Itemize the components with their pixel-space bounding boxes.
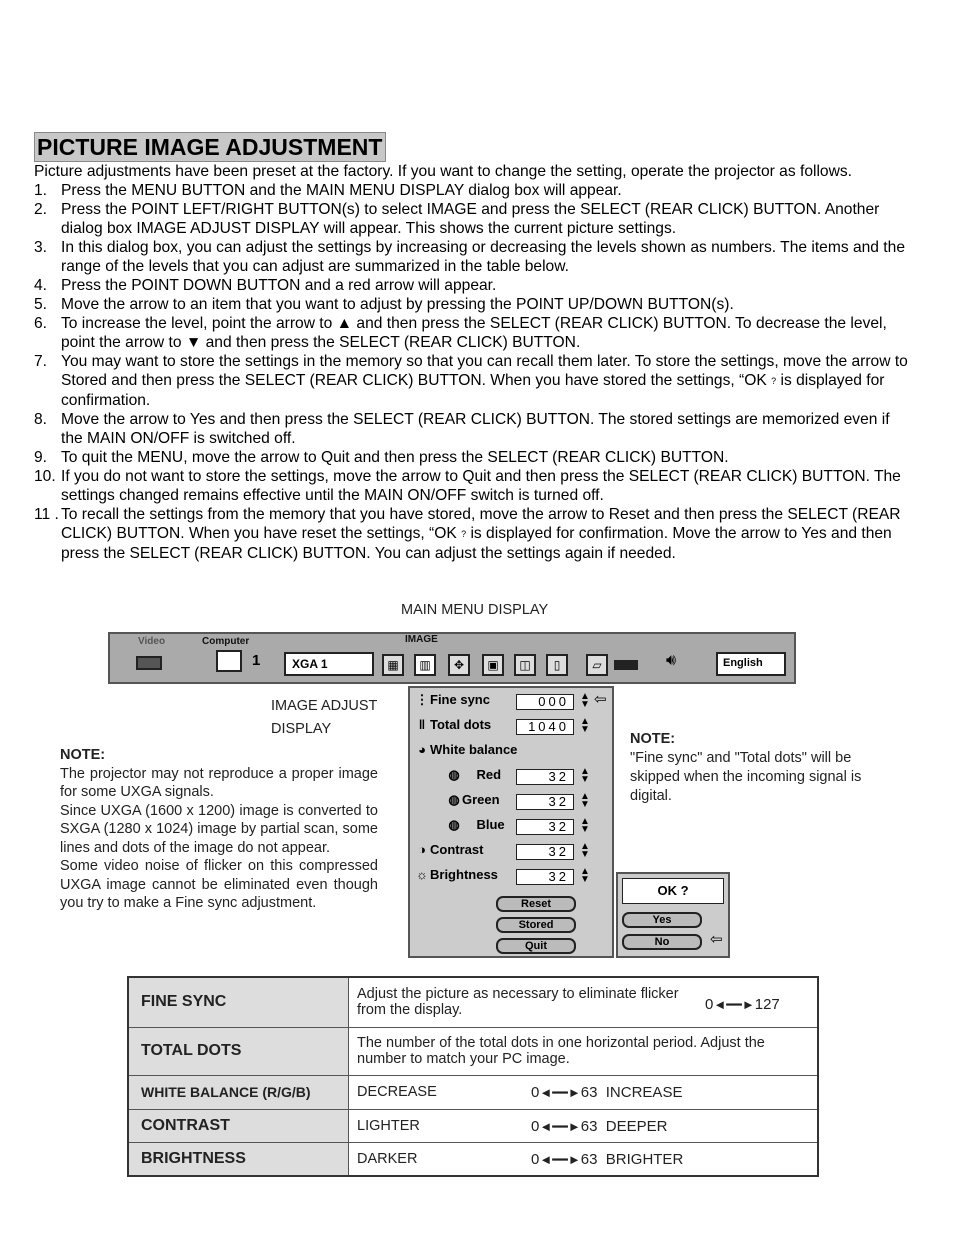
- brightness-row[interactable]: ☼ Brightness: [414, 867, 498, 889]
- updown-arrow-icon[interactable]: ▲ ▼: [580, 866, 590, 885]
- image-adjust-panel: [408, 686, 614, 958]
- monitor-icon: [216, 650, 242, 672]
- intro-paragraph: Picture adjustments have been preset at the factory. If you want to change the setting, operate the projector as follows.: [34, 163, 852, 180]
- updown-arrow-icon[interactable]: ▲ ▼: [580, 816, 590, 835]
- fine-sync-value: 000: [516, 694, 574, 710]
- input-number: 1: [252, 652, 261, 669]
- step-item: 9. To quit the MENU, move the arrow to Quit and then press the SELECT (REAR CLICK) BUTTON.: [34, 449, 729, 466]
- step-item: 10. If you do not want to store the settings, move the arrow to Quit and then press the SELECT (REAR CLICK) BUTTON. The settings changed remains effective until the MAIN ON/OFF switch is turned off.: [34, 468, 901, 504]
- yes-button[interactable]: Yes: [622, 912, 702, 928]
- blue-row[interactable]: ◍ Blue: [446, 817, 505, 839]
- double-arrow-icon: ◄━━►: [539, 1118, 581, 1134]
- total-dots-icon: ‖: [418, 717, 426, 732]
- row-desc: Adjust the picture as necessary to eliminate flicker from the display. 0◄━━►127: [349, 977, 819, 1027]
- window-icon[interactable]: ◫: [514, 654, 536, 676]
- row-desc: DECREASE 0◄━━►63 INCREASE: [349, 1075, 819, 1109]
- image-adjust-caption: IMAGE ADJUST: [271, 698, 378, 714]
- updown-arrow-icon[interactable]: ▲ ▼: [580, 791, 590, 810]
- step-item: 2. Press the POINT LEFT/RIGHT BUTTON(s) to select IMAGE and press the SELECT (REAR CLICK) BUTTON. Another dialog box IMAGE ADJUST DISPLAY will appear. This shows the current picture settings.: [34, 201, 880, 237]
- pointer-arrow-icon: ⇦: [710, 931, 723, 948]
- image-icon[interactable]: ▦: [382, 654, 404, 676]
- row-desc: The number of the total dots in one horizontal period. Adjust the number to match your PC image.: [349, 1027, 819, 1075]
- ok-question: OK ?: [622, 878, 724, 904]
- row-label: WHITE BALANCE (R/G/B): [128, 1075, 349, 1109]
- contrast-value: 32: [516, 844, 574, 860]
- row-label: TOTAL DOTS: [128, 1027, 349, 1075]
- step-item: 8. Move the arrow to Yes and then press the SELECT (REAR CLICK) BUTTON. The stored settings are memorized even if the MAIN ON/OFF is switched off.: [34, 411, 890, 447]
- row-desc: DARKER 0◄━━►63 BRIGHTER: [349, 1142, 819, 1176]
- fine-sync-icon[interactable]: ▥: [414, 654, 436, 676]
- updown-arrow-icon[interactable]: ▲ ▼: [580, 716, 590, 735]
- brightness-icon: ☼: [416, 867, 428, 882]
- double-arrow-icon: ◄━━►: [713, 997, 755, 1012]
- row-label: CONTRAST: [128, 1109, 349, 1142]
- note-left: NOTE: The projector may not reproduce a proper image for some UXGA signals. Since UXGA (1600 x 1200) image is converted to SXGA (1280 x 1024) image by partial scan, some lines and dots of the image do not appear. Some video noise of flicker on this compressed UXGA image cannot be eliminated even though you try to make a Fine sync adjustment.: [60, 747, 378, 911]
- reset-button[interactable]: Reset: [496, 896, 576, 912]
- updown-arrow-icon[interactable]: ▲ ▼: [580, 766, 590, 785]
- adjustment-table: [127, 976, 819, 1177]
- double-arrow-icon: ◄━━►: [539, 1151, 581, 1167]
- brightness-value: 32: [516, 869, 574, 885]
- sound-icon[interactable]: 🔊︎: [666, 652, 677, 669]
- row-desc: LIGHTER 0◄━━►63 DEEPER: [349, 1109, 819, 1142]
- contrast-row[interactable]: ◑ Contrast: [414, 842, 483, 864]
- blue-value: 32: [516, 819, 574, 835]
- step-item: 6. To increase the level, point the arrow to ▲ and then press the SELECT (REAR CLICK) BUTTON. To decrease the level, point the arrow to ▼ and then press the SELECT (REAR CLICK) BUTTON.: [34, 315, 887, 351]
- tab-video[interactable]: Video: [138, 636, 166, 647]
- tab-computer[interactable]: Computer: [202, 636, 250, 647]
- steps-list: [34, 181, 914, 563]
- table-row: [128, 1109, 818, 1142]
- step-item: 5. Move the arrow to an item that you want to adjust by pressing the POINT UP/DOWN BUTTON(s).: [34, 296, 734, 313]
- total-dots-value: 1040: [516, 719, 574, 735]
- step-item: 1. Press the MENU BUTTON and the MAIN MENU DISPLAY dialog box will appear.: [34, 182, 622, 199]
- down-triangle-icon: ▼: [185, 334, 202, 351]
- stored-button[interactable]: Stored: [496, 917, 576, 933]
- blue-icon: ◍: [448, 817, 460, 832]
- page-title: PICTURE IMAGE ADJUSTMENT: [34, 132, 386, 162]
- page-icon[interactable]: ▯: [546, 654, 568, 676]
- row-label: FINE SYNC: [128, 977, 349, 1027]
- up-triangle-icon: ▲: [336, 315, 353, 332]
- ok-confirm-box: [616, 872, 730, 958]
- quit-button[interactable]: Quit: [496, 938, 576, 954]
- step-item: 3. In this dialog box, you can adjust the settings by increasing or decreasing the levels shown as numbers. The items and the range of the levels that you can adjust are summarized in the table below.: [34, 239, 905, 275]
- image-adjust-caption-2: DISPLAY: [271, 721, 332, 737]
- step-item: 11 . To recall the settings from the memory that you have stored, move the arrow to Reset and then press the SELECT (REAR CLICK) BUTTON. When you have reset the settings, “OK ? is displayed for confirmation. Move the arrow to Yes and then press the SELECT (REAR CLICK) BUTTON. You can adjust the settings again if needed.: [34, 506, 901, 562]
- no-button[interactable]: No: [622, 934, 702, 950]
- mode-display: XGA 1: [284, 652, 374, 676]
- updown-arrow-icon[interactable]: ▲ ▼: [580, 691, 590, 710]
- table-row: [128, 1142, 818, 1176]
- green-value: 32: [516, 794, 574, 810]
- total-dots-row[interactable]: ‖ Total dots: [414, 717, 491, 739]
- position-icon[interactable]: ✥: [448, 654, 470, 676]
- step-item: 7. You may want to store the settings in the memory so that you can recall them later. To store the settings, move the arrow to Stored and then press the SELECT (REAR CLICK) BUTTON. When you have stored the settings, “OK ? is displayed for confirmation.: [34, 353, 908, 409]
- video-icon: [136, 656, 162, 670]
- step-item: 4. Press the POINT DOWN BUTTON and a red arrow will appear.: [34, 277, 497, 294]
- pointer-arrow-icon: ⇦: [594, 691, 607, 708]
- instructions: [34, 162, 914, 563]
- image-label: IMAGE: [405, 634, 438, 645]
- double-arrow-icon: ◄━━►: [539, 1084, 581, 1100]
- screen-icon[interactable]: ▣: [482, 654, 504, 676]
- green-icon: ◍: [448, 792, 460, 807]
- green-row[interactable]: ◍ Green: [446, 792, 500, 814]
- white-balance-row: ◕ White balance: [414, 742, 517, 764]
- red-value: 32: [516, 769, 574, 785]
- projector-icon[interactable]: [614, 660, 638, 670]
- contrast-icon: ◑: [418, 842, 426, 857]
- updown-arrow-icon[interactable]: ▲ ▼: [580, 841, 590, 860]
- fine-sync-row[interactable]: ⋮ Fine sync: [415, 692, 490, 707]
- table-row: [128, 1075, 818, 1109]
- red-row[interactable]: ◍ Red: [446, 767, 501, 789]
- table-row: [128, 1027, 818, 1075]
- white-balance-icon: ◕: [418, 742, 426, 757]
- table-row: [128, 977, 818, 1027]
- red-icon: ◍: [448, 767, 460, 782]
- main-menu-caption: MAIN MENU DISPLAY: [401, 602, 549, 618]
- fine-sync-row-icon: ⋮: [415, 692, 429, 707]
- document-icon[interactable]: ▱: [586, 654, 608, 676]
- note-right: NOTE: "Fine sync" and "Total dots" will be skipped when the incoming signal is digital.: [630, 731, 862, 804]
- main-menu-bar: [108, 632, 796, 684]
- language-button[interactable]: English: [716, 652, 786, 676]
- row-label: BRIGHTNESS: [128, 1142, 349, 1176]
